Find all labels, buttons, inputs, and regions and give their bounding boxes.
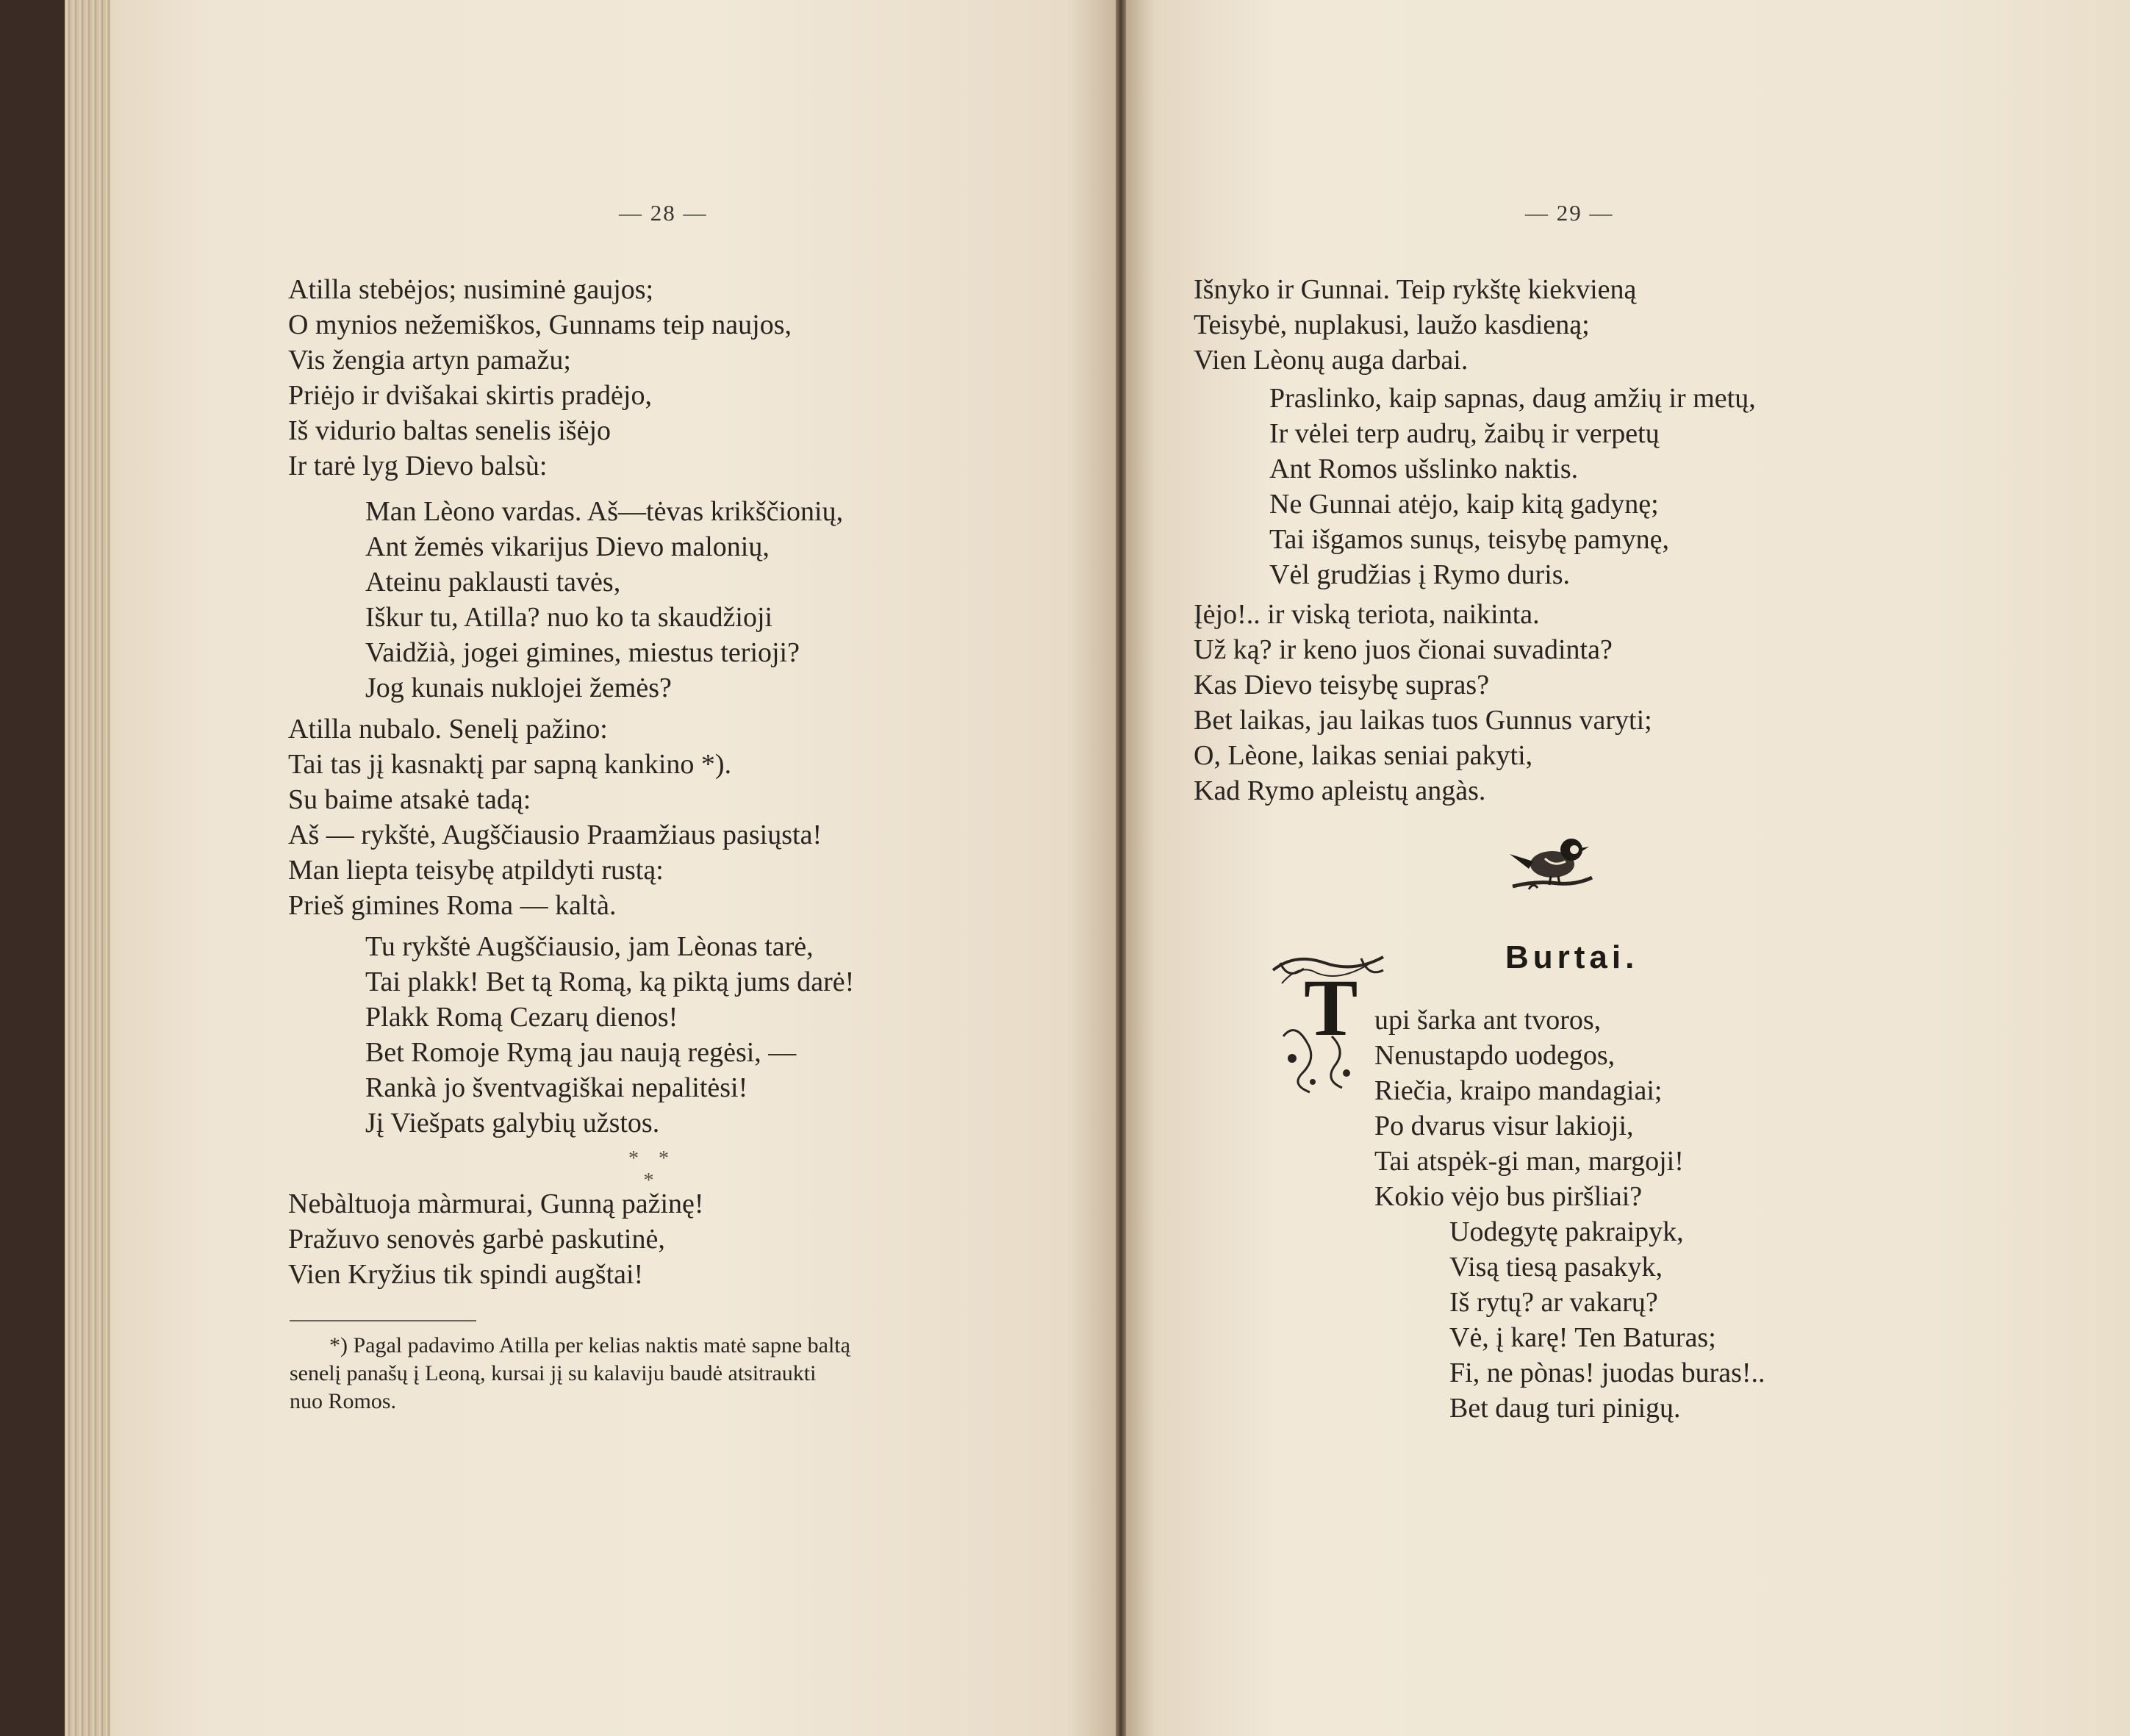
text-line: Kokio vėjo bus piršliai? — [1374, 1181, 1643, 1212]
text-line: O, Lèone, laikas seniai pakyti, — [1194, 740, 1533, 771]
page-number-right: — 29 — — [1525, 200, 1614, 226]
text-line: Ant Romos ušslinko naktis. — [1269, 453, 1579, 484]
text-line: Vė, į karę! Ten Baturas; — [1449, 1322, 1716, 1353]
text-line: Rankà jo šventvagiškai nepalitėsi! — [365, 1072, 748, 1103]
text-line: Prieš gimines Roma — kaltà. — [288, 890, 617, 921]
text-line: Vien Lèonų auga darbai. — [1194, 345, 1469, 376]
footnote-rule — [290, 1320, 476, 1321]
text-line: Praslinko, kaip sapnas, daug amžių ir metų, — [1269, 383, 1756, 414]
footnote-line: nuo Romos. — [290, 1389, 397, 1413]
text-line: Iš vidurio baltas senelis išėjo — [288, 415, 612, 446]
text-line: Aš — rykštė, Augščiausio Praamžiaus pasiųsta! — [288, 819, 822, 850]
text-line: Bet laikas, jau laikas tuos Gunnus varyti; — [1194, 705, 1652, 736]
text-line: Po dvarus visur lakioji, — [1374, 1111, 1634, 1141]
text-line: Su baime atsakė tadą: — [288, 784, 531, 815]
text-line: Tai atspėk-gi man, margoji! — [1374, 1146, 1684, 1177]
text-line: Plakk Romą Cezarų dienos! — [365, 1002, 678, 1033]
right-page — [1125, 0, 2130, 1736]
page-number-left: — 28 — — [619, 200, 708, 226]
text-line: Tai plakk! Bet tą Romą, ką piktą jums darė! — [365, 966, 855, 997]
footnote-line: senelį panašų į Leoną, kursai jį su kalaviju baudė atsitraukti — [290, 1361, 817, 1385]
text-line: O mynios nežemiškos, Gunnams teip naujos, — [288, 309, 792, 340]
text-line: Fi, ne pònas! juodas buras!.. — [1449, 1357, 1765, 1388]
text-line: Uodegytę pakraipyk, — [1449, 1216, 1684, 1247]
text-line: Vėl grudžias į Rymo duris. — [1269, 559, 1571, 590]
text-line: Už ką? ir keno juos čionai suvadinta? — [1194, 634, 1613, 665]
text-line: Jį Viešpats galybių užstos. — [365, 1108, 660, 1138]
text-line: Vien Kryžius tik spindi augštai! — [288, 1259, 644, 1290]
text-line: Atilla stebėjos; nusiminė gaujos; — [288, 274, 654, 305]
text-line: Man Lèono vardas. Aš—tėvas krikščionių, — [365, 496, 844, 527]
text-line: Bet daug turi pinigų. — [1449, 1393, 1681, 1424]
text-line: Kad Rymo apleistų angàs. — [1194, 775, 1486, 806]
text-line: Man liepta teisybę atpildyti rustą: — [288, 855, 664, 886]
text-line: Kas Dievo teisybę supras? — [1194, 670, 1490, 700]
text-line: Ir vėlei terp audrų, žaibų ir verpetų — [1269, 418, 1660, 449]
text-line: Iš rytų? ar vakarų? — [1449, 1287, 1658, 1318]
text-line: Pražuvo senovės garbė paskutinė, — [288, 1224, 665, 1255]
text-line: Priėjo ir dvišakai skirtis pradėjo, — [288, 380, 652, 411]
text-line: Išnyko ir Gunnai. Teip rykštę kiekvieną — [1194, 274, 1637, 305]
section-stars: * * * — [628, 1147, 676, 1192]
section-title-burtai: Burtai. — [1505, 939, 1639, 975]
text-line: Ateinu paklausti tavės, — [365, 567, 621, 598]
text-line: Atilla nubalo. Senelį pažino: — [288, 714, 608, 745]
svg-text:T: T — [1304, 963, 1358, 1052]
text-line: Teisybė, nuplakusi, laužo kasdieną; — [1194, 309, 1590, 340]
bird-illustration — [1507, 829, 1595, 897]
book-gutter — [1116, 0, 1126, 1736]
text-line: Tu rykštė Augščiausio, jam Lèonas tarė, — [365, 931, 814, 962]
text-line: Vaidžià, jogei gimines, miestus terioji? — [365, 637, 800, 668]
text-line: Ant žemės vikarijus Dievo malonių, — [365, 531, 770, 562]
footnote-line: *) Pagal padavimo Atilla per kelias naktis matė sapne baltą — [329, 1333, 850, 1357]
text-line: Iškur tu, Atilla? nuo ko ta skaudžioji — [365, 602, 773, 633]
text-line: Ir tarė lyg Dievo balsù: — [288, 451, 548, 481]
text-line: Visą tiesą pasakyk, — [1449, 1252, 1663, 1283]
text-line: Riečia, kraipo mandagiai; — [1374, 1075, 1663, 1106]
text-line: upi šarka ant tvoros, — [1374, 1005, 1602, 1036]
text-line: Tai tas jį kasnaktį par sapną kankino *). — [288, 749, 732, 780]
text-line: Nebàltuoja màrmurai, Gunną pažinę! — [288, 1188, 704, 1219]
text-line: Įėjo!.. ir viską teriota, naikinta. — [1194, 599, 1540, 630]
text-line: Nenustapdo uodegos, — [1374, 1040, 1616, 1071]
text-line: Bet Romoje Rymą jau naują regėsi, — — [365, 1037, 797, 1068]
text-line: Jog kunais nuklojei žemės? — [365, 672, 672, 703]
text-line: Ne Gunnai atėjo, kaip kitą gadynę; — [1269, 489, 1659, 520]
text-line: Vis žengia artyn pamažu; — [288, 345, 571, 376]
text-line: Tai išgamos sunųs, teisybę pamynę, — [1269, 524, 1670, 555]
